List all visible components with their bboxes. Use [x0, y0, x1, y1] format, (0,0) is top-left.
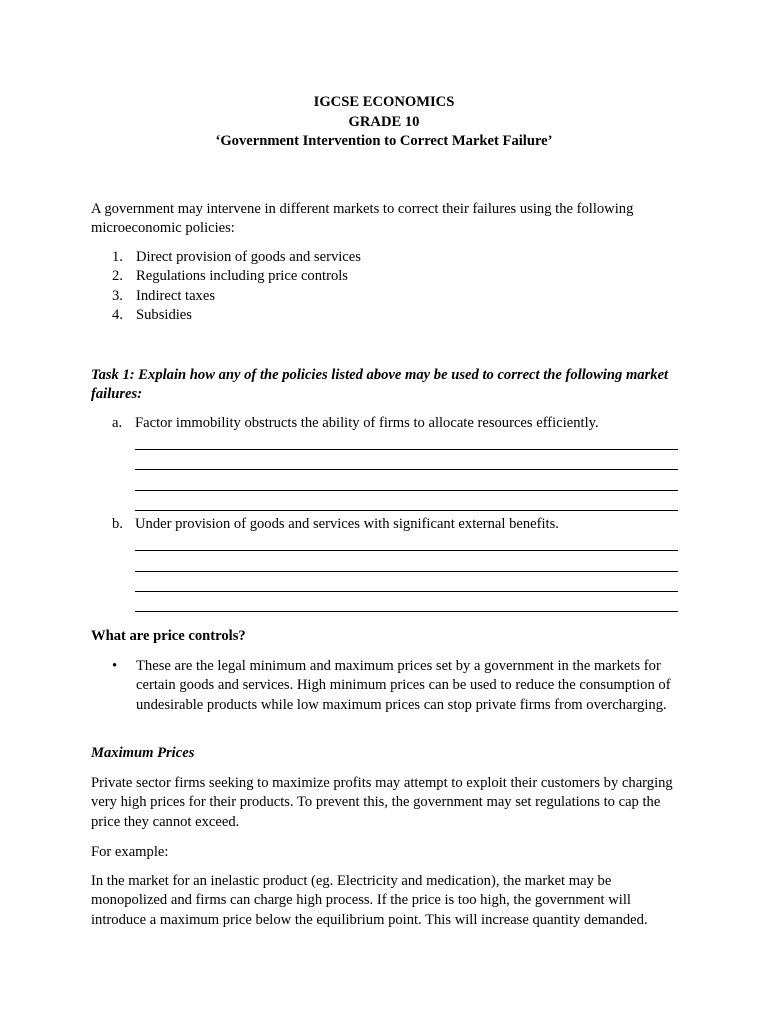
answer-line[interactable]	[135, 490, 678, 491]
policy-list	[112, 248, 361, 326]
answer-line[interactable]	[135, 550, 678, 551]
answer-line[interactable]	[135, 469, 678, 470]
price-controls-heading: What are price controls?	[91, 628, 246, 644]
document-header	[0, 93, 768, 152]
list-text: Subsidies	[136, 307, 192, 324]
list-number: 4.	[112, 307, 123, 324]
list-item	[112, 306, 361, 325]
list-number: 1.	[112, 249, 123, 265]
example-paragraph: In the market for an inelastic product (eg. Electricity and medication), the market may be monopolized and firms can charge high process. If the price is too high, the government will introduce a maximum price below the equilibrium point. This will increase quantity demanded.	[91, 873, 648, 928]
answer-line[interactable]	[135, 449, 678, 450]
grade-title: GRADE 10	[348, 113, 420, 130]
example-label: For example:	[91, 844, 169, 860]
bullet-icon: •	[112, 658, 118, 674]
maximum-prices-paragraph: Private sector firms seeking to maximize profits may attempt to exploit their customers by charging very high prices for their products. To prevent this, the government may set regulations to cap the price they cannot exceed.	[91, 775, 673, 830]
answer-line[interactable]	[135, 591, 678, 592]
price-controls-bullet	[112, 657, 682, 715]
intro-paragraph: A government may intervene in different markets to correct their failures using the following microeconomic policies:	[91, 201, 634, 237]
question-label: a.	[112, 415, 123, 431]
maximum-prices-heading: Maximum Prices	[91, 745, 195, 761]
list-number: 2.	[112, 268, 123, 285]
question-b	[112, 515, 682, 534]
topic-title: ‘Government Intervention to Correct Market Failure’	[215, 133, 553, 149]
list-item	[112, 248, 361, 267]
list-text: Regulations including price controls	[136, 268, 348, 285]
question-text: Under provision of goods and services with significant external benefits.	[135, 516, 559, 532]
list-item	[112, 287, 361, 306]
subject-title: IGCSE ECONOMICS	[313, 94, 455, 110]
question-label: b.	[112, 516, 123, 532]
bullet-text: These are the legal minimum and maximum prices set by a government in the markets for certain goods and services. High minimum prices can be used to reduce the consumption of undesirable products while low maximum prices can stop private firms from overcharging.	[136, 658, 671, 713]
list-number: 3.	[112, 287, 123, 304]
answer-line[interactable]	[135, 571, 678, 572]
list-text: Indirect taxes	[136, 287, 216, 304]
answer-line[interactable]	[135, 611, 678, 612]
list-text: Direct provision of goods and services	[136, 249, 361, 265]
task1-prompt: Task 1: Explain how any of the policies listed above may be used to correct the following market failures:	[91, 367, 669, 403]
question-a	[112, 414, 682, 433]
answer-line[interactable]	[135, 510, 678, 511]
list-item	[112, 267, 361, 286]
question-text: Factor immobility obstructs the ability of firms to allocate resources efficiently.	[135, 415, 599, 431]
